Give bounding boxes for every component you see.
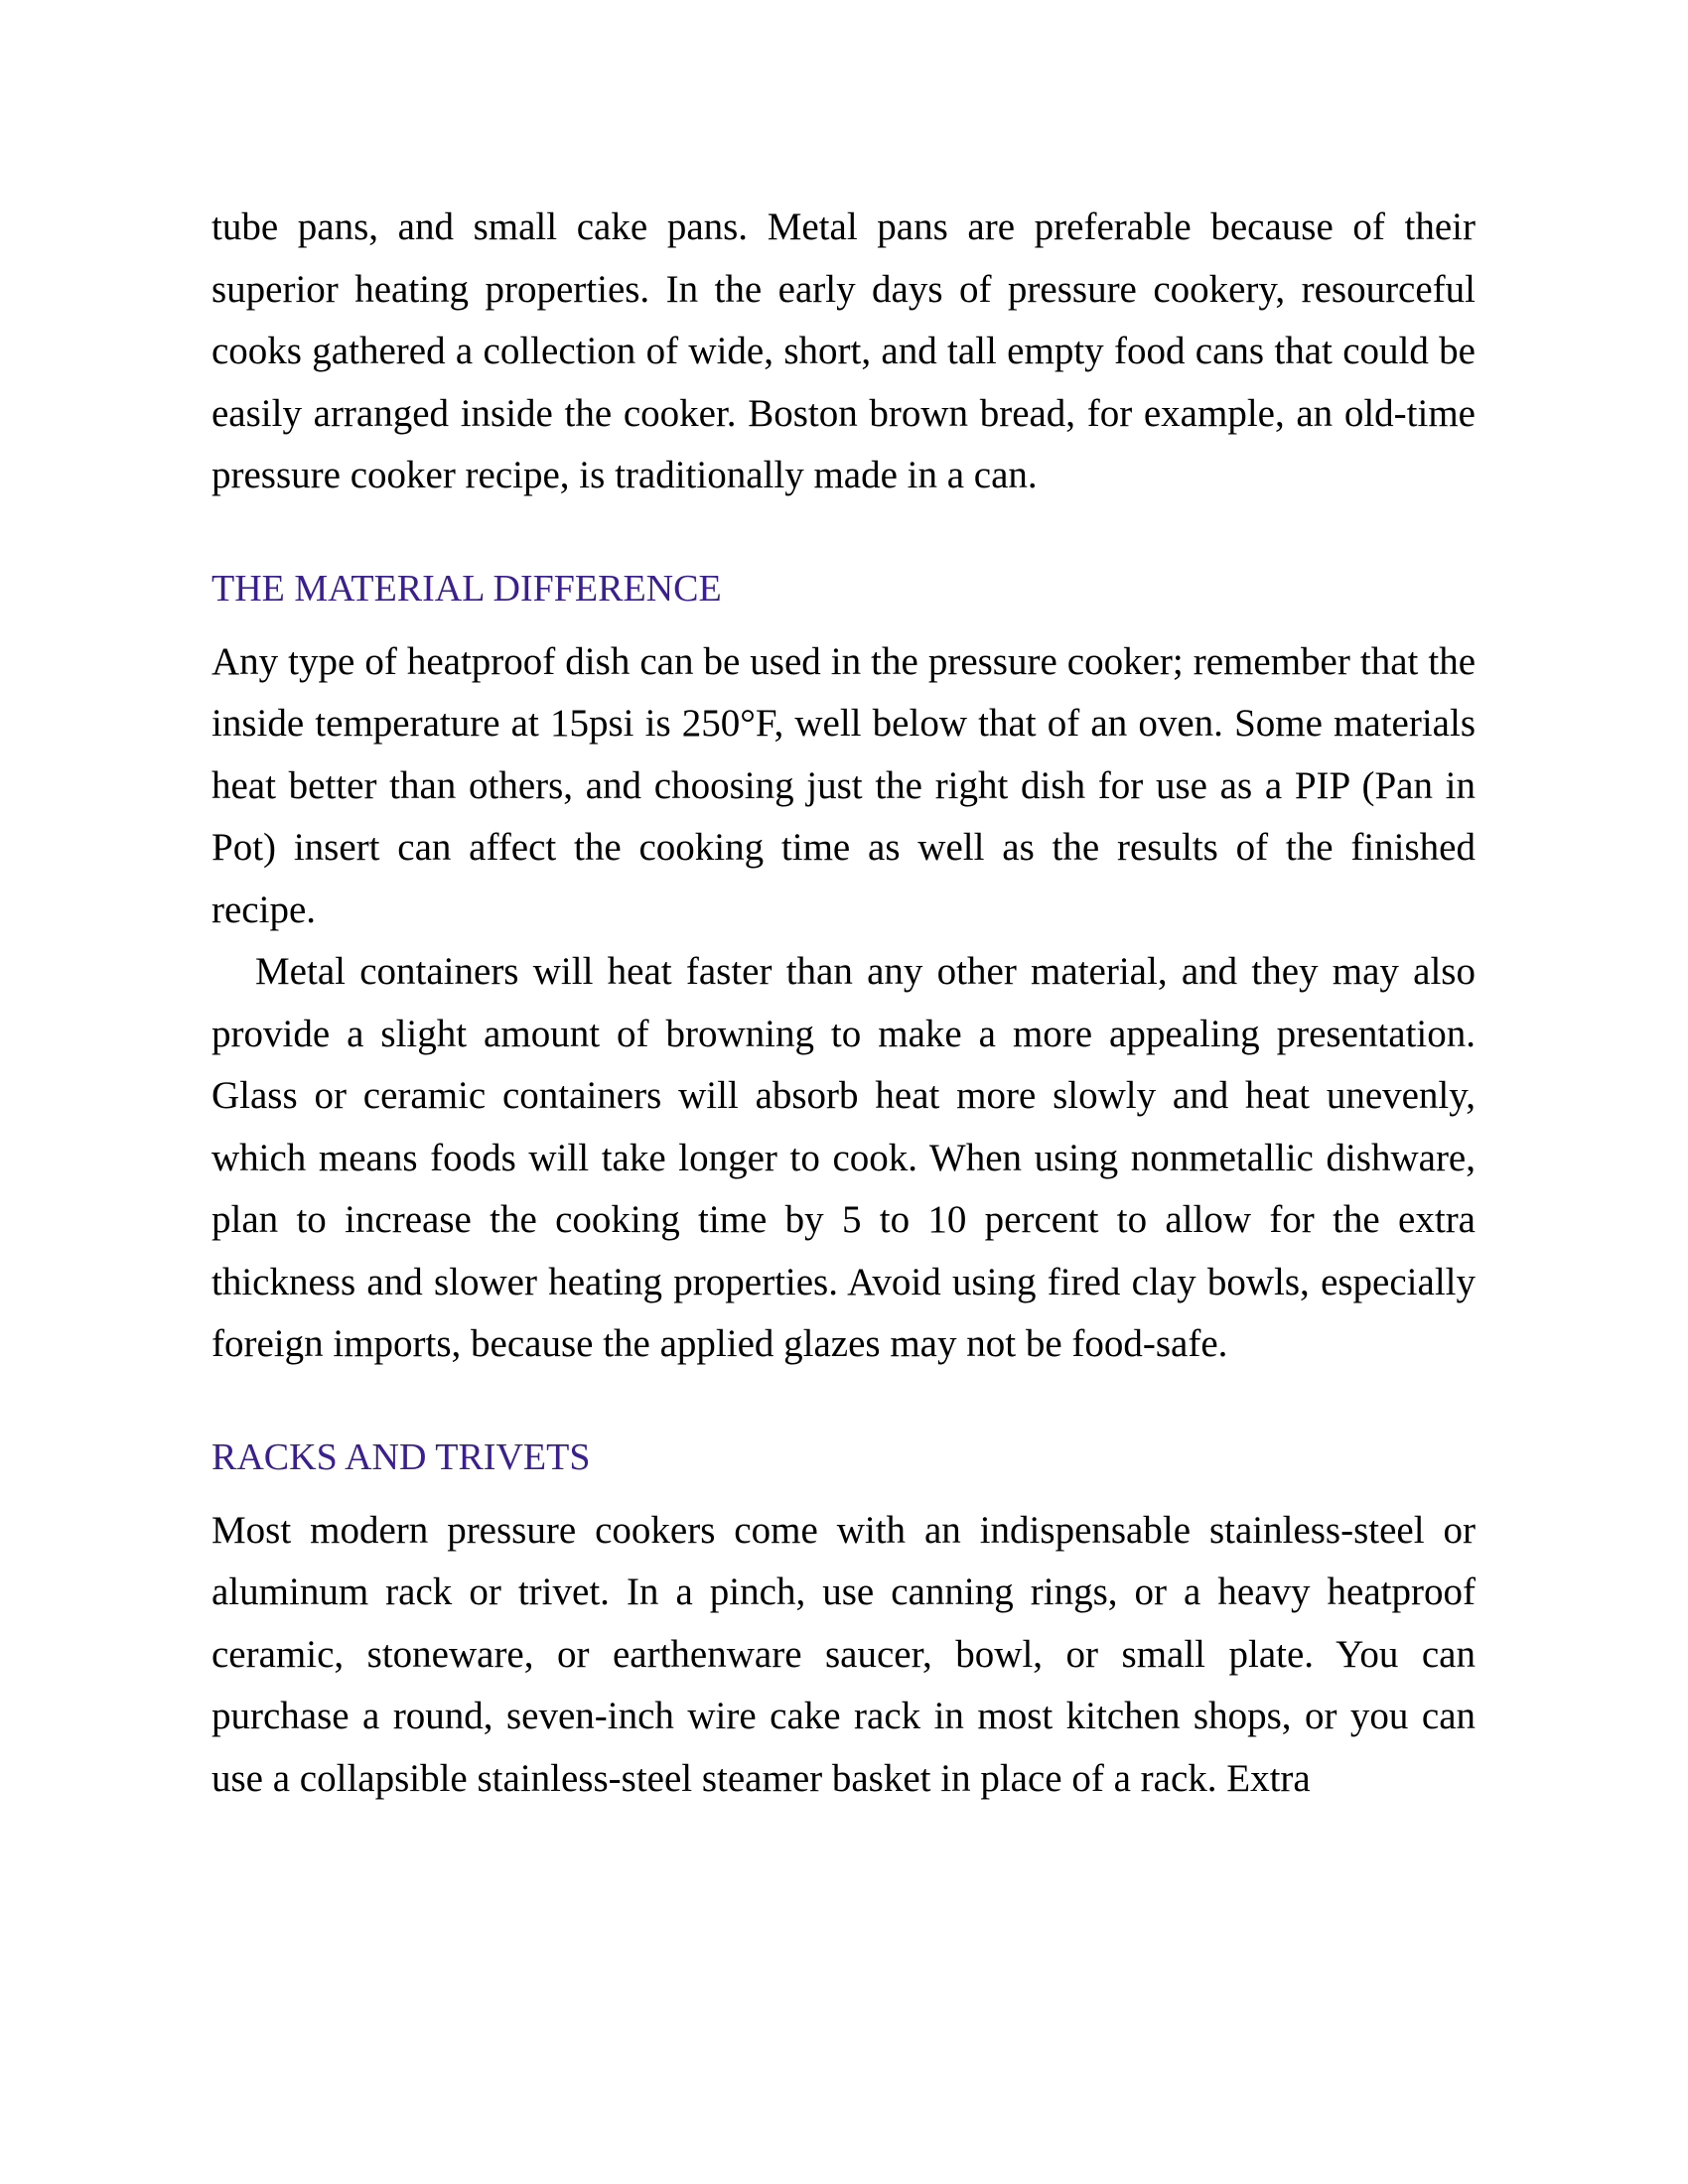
intro-paragraph: tube pans, and small cake pans. Metal pans are preferable because of their superior heating properties. In the early days of pressure cookery, resourceful cooks gathered a collection of wide, short, and tall empty food cans that could be easily arranged inside the cooker. Boston brown bread, for example, an old-time pressure cooker recipe, is traditionally made in a can. (211, 205, 1476, 496)
section-heading-racks-and-trivets: RACKS AND TRIVETS (211, 1435, 591, 1478)
material-difference-paragraph-1: Any type of heatproof dish can be used in the pressure cooker; remember that the inside temperature at 15psi is 250°F, well below that of an oven. Some materials heat better than others, and choosing just the right dish for use as a PIP (Pan in Pot) insert can affect the cooking time as well as the results of the finished recipe. (211, 639, 1476, 931)
racks-and-trivets-paragraph-1: Most modern pressure cookers come with an indispensable stainless-steel or aluminum rack or trivet. In a pinch, use canning rings, or a heavy heatproof ceramic, stoneware, or earthenware saucer, bowl, or small plate. You can purchase a round, seven-inch wire cake rack in most kitchen shops, or you can use a collapsible stainless-steel steamer basket in place of a rack. Extra (211, 1508, 1476, 1800)
material-difference-paragraph-2: Metal containers will heat faster than any other material, and they may also provide a slight amount of browning to make a more appealing presentation. Glass or ceramic containers will absorb heat more slowly and heat unevenly, which means foods will take longer to cook. When using nonmetallic dishware, plan to increase the cooking time by 5 to 10 percent to allow for the extra thickness and slower heating properties. Avoid using fired clay bowls, especially foreign imports, because the applied glazes may not be food-safe. (211, 950, 1476, 1365)
document-page (211, 197, 1476, 1810)
section-heading-material-difference: THE MATERIAL DIFFERENCE (211, 567, 722, 610)
